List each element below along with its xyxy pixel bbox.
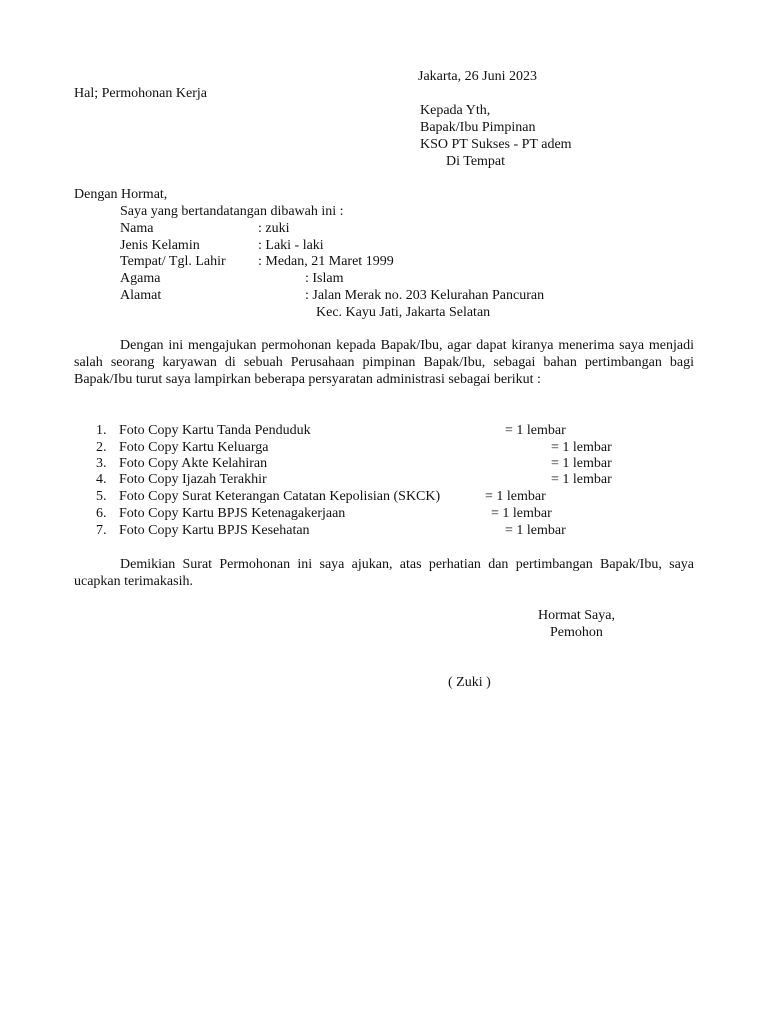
list-item: Foto Copy Kartu BPJS Ketenagakerjaan [119, 506, 346, 521]
body-paragraph-text: Dengan ini mengajukan permohonan kepada Bapak/Ibu, agar dapat kiranya menerima saya menjadi salah seorang karyawan di sebuah Perusahaan pimpinan Bapak/Ibu, sebagai bahan pertimbangan bagi Bapak/Ibu turut saya lampirkan beberapa persyaratan administrasi sebagai berikut : [74, 338, 694, 387]
intro-line: Saya yang bertandatangan dibawah ini : [120, 204, 344, 219]
place-date: Jakarta, 26 Juni 2023 [418, 69, 537, 84]
list-item: Foto Copy Kartu Tanda Penduduk [119, 423, 311, 438]
identity-label: Nama [120, 221, 154, 236]
list-item-number: 2. [96, 440, 107, 455]
signature-name: ( Zuki ) [448, 675, 491, 690]
salutation: Dengan Hormat, [74, 187, 168, 202]
list-item-number: 5. [96, 489, 107, 504]
list-item-qty: = 1 lembar [505, 523, 566, 538]
applicant-role: Pemohon [550, 625, 603, 640]
identity-value: : Islam [305, 271, 344, 286]
identity-label: Jenis Kelamin [120, 238, 200, 253]
list-item-number: 7. [96, 523, 107, 538]
recipient-line: Bapak/Ibu Pimpinan [420, 120, 536, 135]
closing-paragraph-text: Demikian Surat Permohonan ini saya ajukan, atas perhatian dan pertimbangan Bapak/Ibu, saya ucapkan terimakasih. [74, 557, 694, 589]
list-item: Foto Copy Surat Keterangan Catatan Kepolisian (SKCK) [119, 489, 441, 504]
identity-label: Agama [120, 271, 161, 286]
list-item-qty: = 1 lembar [505, 423, 566, 438]
identity-value: : Laki - laki [258, 238, 324, 253]
list-item: Foto Copy Kartu BPJS Kesehatan [119, 523, 310, 538]
identity-value: : Jalan Merak no. 203 Kelurahan Pancuran [305, 288, 545, 303]
identity-label: Tempat/ Tgl. Lahir [120, 254, 226, 269]
list-item-qty: = 1 lembar [485, 489, 546, 504]
address-line-2: Kec. Kayu Jati, Jakarta Selatan [316, 305, 491, 320]
recipient-line: Di Tempat [446, 154, 506, 169]
list-item-number: 4. [96, 472, 107, 487]
identity-value: : zuki [258, 221, 290, 236]
list-item-qty: = 1 lembar [491, 506, 552, 521]
regards: Hormat Saya, [538, 608, 615, 623]
list-item-qty: = 1 lembar [551, 440, 612, 455]
closing-paragraph [74, 557, 694, 591]
list-item-number: 6. [96, 506, 107, 521]
list-item: Foto Copy Akte Kelahiran [119, 456, 268, 471]
recipient-line: Kepada Yth, [420, 103, 491, 118]
identity-value: : Medan, 21 Maret 1999 [258, 254, 394, 269]
subject-line: Hal; Permohonan Kerja [74, 86, 207, 101]
recipient-line: KSO PT Sukses - PT adem [420, 137, 572, 152]
list-item-qty: = 1 lembar [551, 456, 612, 471]
list-item: Foto Copy Kartu Keluarga [119, 440, 269, 455]
list-item: Foto Copy Ijazah Terakhir [119, 472, 267, 487]
list-item-qty: = 1 lembar [551, 472, 612, 487]
identity-label: Alamat [120, 288, 162, 303]
list-item-number: 3. [96, 456, 107, 471]
list-item-number: 1. [96, 423, 107, 438]
body-paragraph [74, 338, 694, 388]
